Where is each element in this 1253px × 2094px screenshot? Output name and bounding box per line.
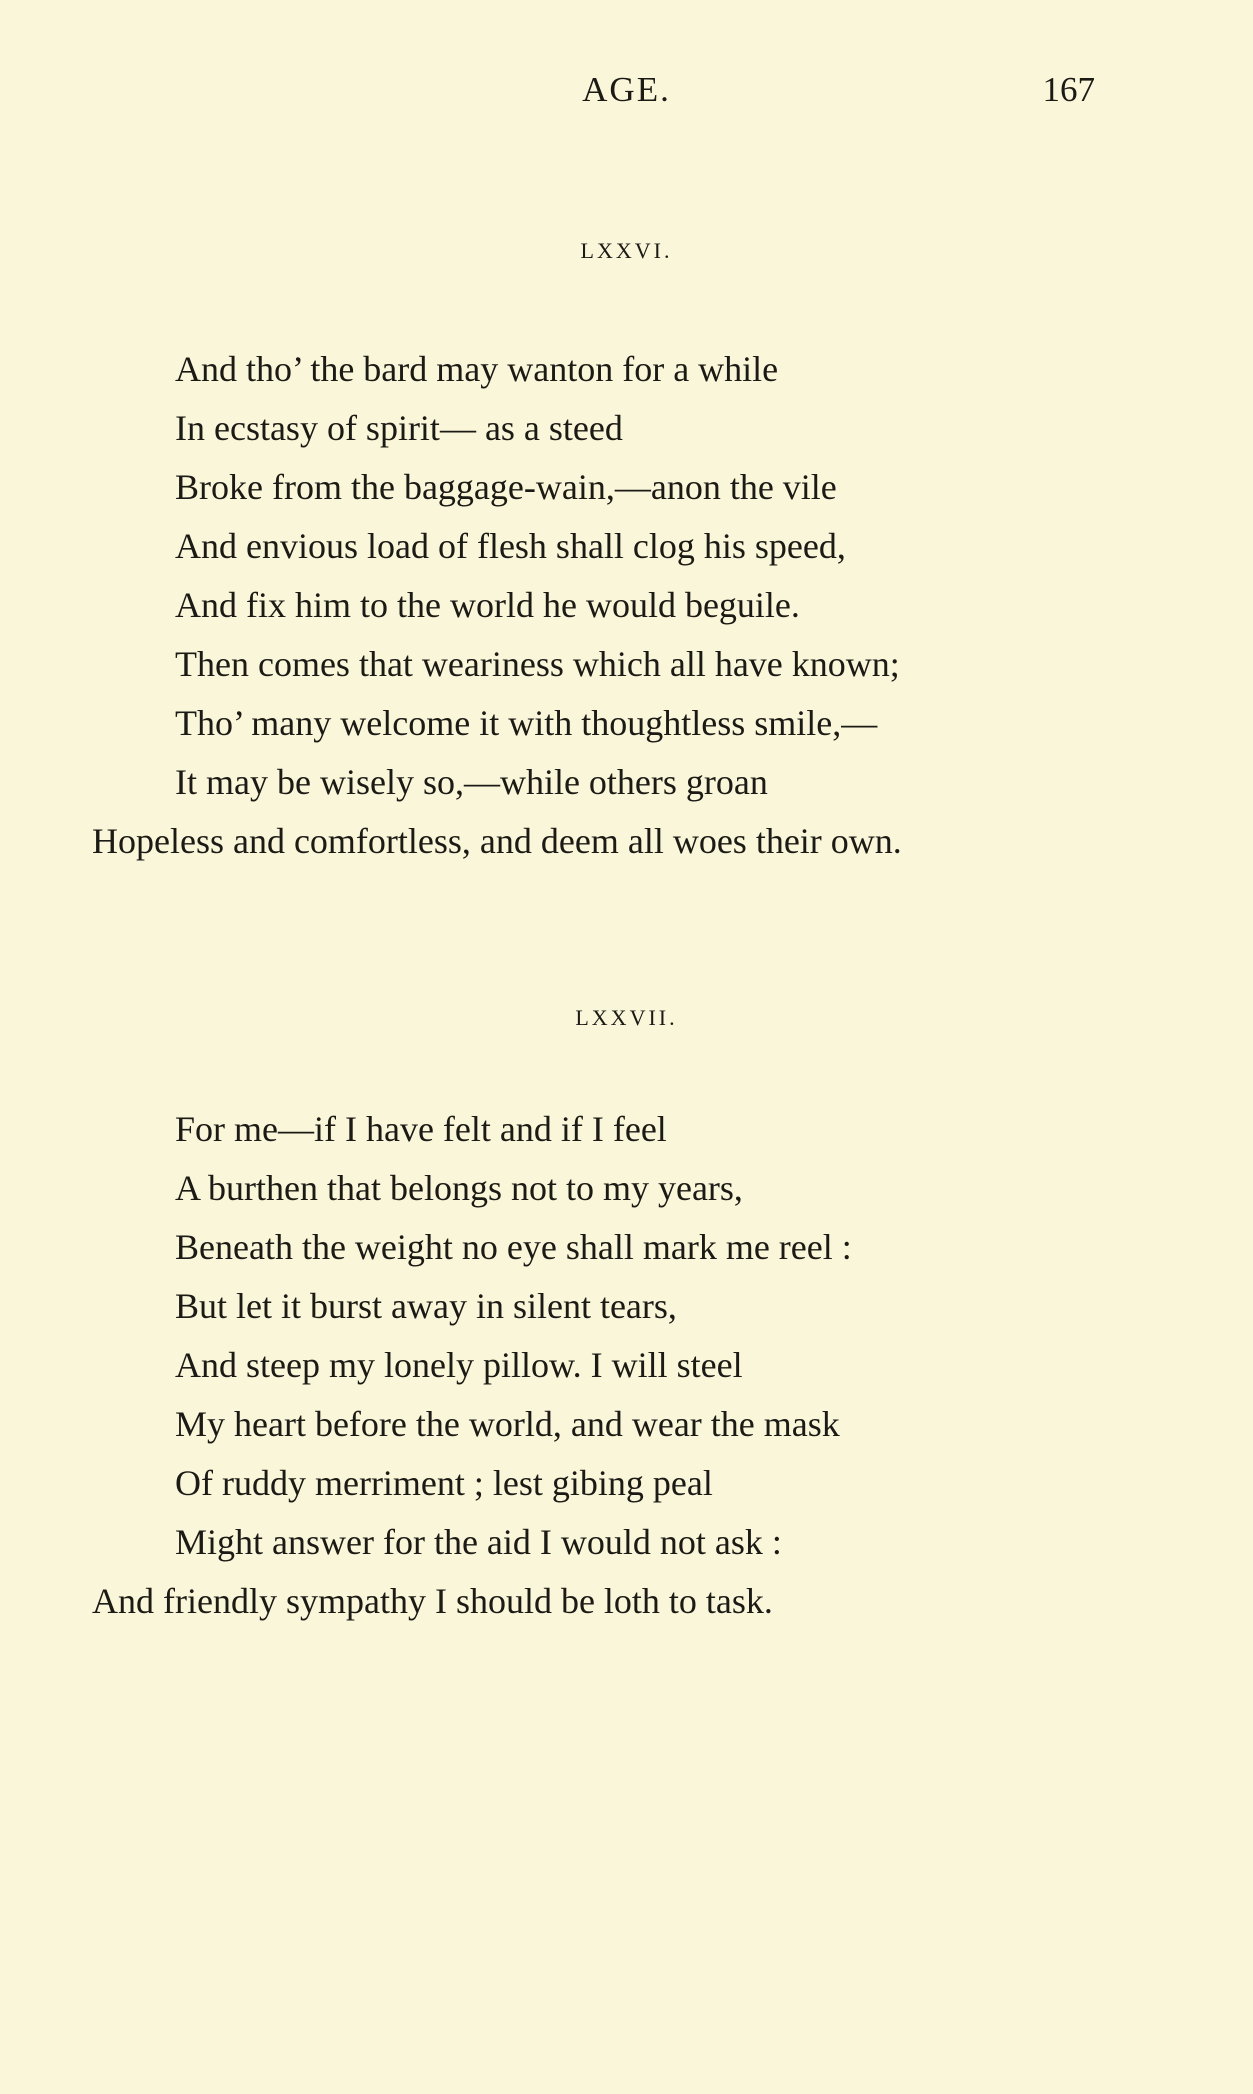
running-title: AGE. xyxy=(582,70,671,109)
verse-line: Beneath the weight no eye shall mark me reel : xyxy=(175,1227,852,1267)
stanza-number: LXXVII. xyxy=(575,1005,678,1030)
verse-line: Then comes that weariness which all have known; xyxy=(175,644,900,684)
verse-line: For me—if I have felt and if I feel xyxy=(175,1109,667,1149)
verse-line: In ecstasy of spirit— as a steed xyxy=(175,408,623,448)
verse-line: Hopeless and comfortless, and deem all woes their own. xyxy=(92,821,902,861)
verse-line: And friendly sympathy I should be loth to task. xyxy=(92,1581,773,1621)
stanza-number: LXXVI. xyxy=(580,238,673,263)
verse-line: A burthen that belongs not to my years, xyxy=(175,1168,743,1208)
verse-line: It may be wisely so,—while others groan xyxy=(175,762,768,802)
verse-line: Might answer for the aid I would not ask : xyxy=(175,1522,782,1562)
verse-line: And envious load of flesh shall clog his speed, xyxy=(175,526,846,566)
verse-line: And steep my lonely pillow. I will steel xyxy=(175,1345,743,1385)
verse-line: But let it burst away in silent tears, xyxy=(175,1286,677,1326)
verse-line: Of ruddy merriment ; lest gibing peal xyxy=(175,1463,713,1503)
running-head xyxy=(0,70,1253,120)
verse-line: And tho’ the bard may wanton for a while xyxy=(175,349,779,389)
verse-line: My heart before the world, and wear the mask xyxy=(175,1404,840,1444)
verse-line: And fix him to the world he would beguile. xyxy=(175,585,800,625)
verse-line: Tho’ many welcome it with thoughtless smile,— xyxy=(175,703,878,743)
page-number: 167 xyxy=(1042,70,1095,109)
verse-line: Broke from the baggage-wain,—anon the vile xyxy=(175,467,837,507)
